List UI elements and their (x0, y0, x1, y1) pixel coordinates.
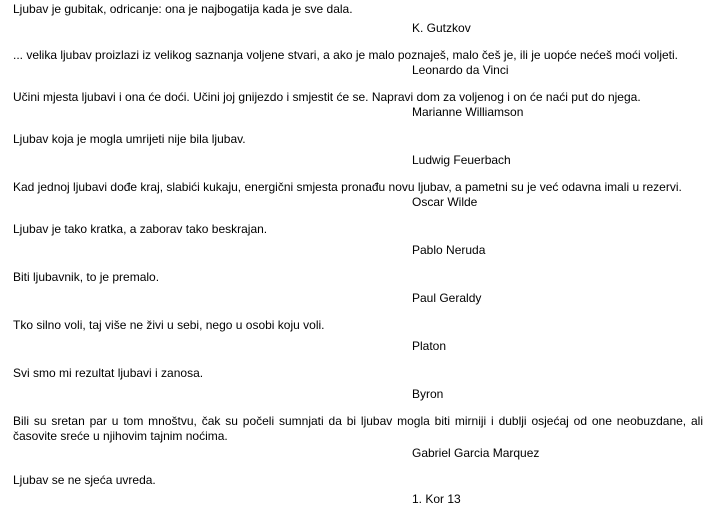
quote-block (13, 132, 703, 168)
quote-text: Kad jednoj ljubavi dođe kraj, slabići kukaju, energični smjesta pronađu novu ljubav, a pametni su je već odavna imali u rezervi. (13, 180, 682, 194)
quote-author: Platon (412, 339, 447, 353)
quote-text: Ljubav je gubitak, odricanje: ona je najbogatija kada je sve dala. (13, 2, 353, 16)
quote-block (13, 318, 703, 354)
quote-text: Bili su sretan par u tom mnoštvu, čak su počeli sumnjati da bi ljubav mogla biti mirniji i dublji osjećaj od one neobuzdane, ali časovite sreće u njihovim tajnim noćima. (13, 414, 703, 443)
quote-author: Marianne Williamson (412, 105, 524, 119)
quote-text: Učini mjesta ljubavi i ona će doći. Učini joj gnijezdo i smjestit će se. Napravi dom za voljenog i on će naći put do njega. (13, 90, 641, 104)
quote-author: Byron (412, 387, 444, 401)
quote-author: Oscar Wilde (412, 195, 478, 209)
quote-block (13, 2, 703, 36)
quote-text: Ljubav se ne sjeća uvreda. (13, 473, 156, 487)
quote-text: Ljubav koja je mogla umrijeti nije bila ljubav. (13, 132, 246, 146)
quote-author: Gabriel Garcia Marquez (412, 446, 540, 460)
quote-author: Paul Geraldy (412, 291, 482, 305)
quote-text: Svi smo mi rezultat ljubavi i zanosa. (13, 366, 204, 380)
quotes-page (13, 2, 703, 507)
quote-block (13, 222, 703, 258)
quote-author: Ludwig Feuerbach (412, 153, 511, 167)
quote-author: Leonardo da Vinci (412, 63, 509, 77)
quote-block (13, 90, 703, 120)
quote-block (13, 414, 703, 461)
quote-block (13, 270, 703, 306)
quote-author: Pablo Neruda (412, 243, 486, 257)
quote-block (13, 366, 703, 402)
quote-author: 1. Kor 13 (412, 492, 461, 506)
quote-text: Biti ljubavnik, to je premalo. (13, 270, 160, 284)
quote-block (13, 48, 703, 78)
quote-text: ... velika ljubav proizlazi iz velikog saznanja voljene stvari, a ako je malo poznaješ, malo češ je, ili je uopće nećeš moći voljeti. (13, 48, 678, 62)
quote-text: Tko silno voli, taj više ne živi u sebi, nego u osobi koju voli. (13, 318, 325, 332)
quote-block (13, 473, 703, 507)
quote-author: K. Gutzkov (412, 21, 471, 35)
quote-text: Ljubav je tako kratka, a zaborav tako beskrajan. (13, 222, 268, 236)
quote-block (13, 180, 703, 210)
